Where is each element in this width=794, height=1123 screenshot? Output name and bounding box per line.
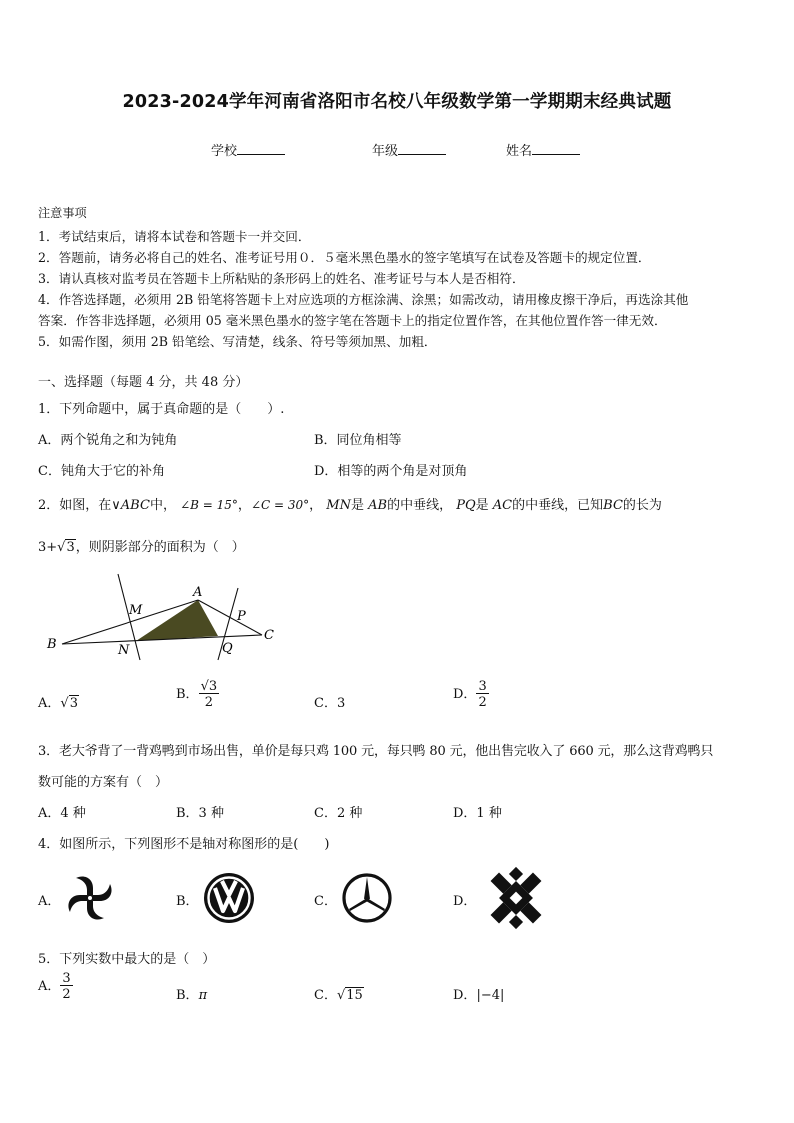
- q4-option-c-label: C．: [314, 894, 337, 909]
- q2-stem-text: 2．如图，在: [38, 498, 112, 513]
- option-label: B．: [176, 988, 199, 1003]
- q2-angle-c: ∠C = 30°: [250, 498, 310, 512]
- notice-item: 5．如需作图，须用 2B 铅笔绘、写清楚，线条、符号等须加黑、加粗．: [38, 334, 437, 349]
- q1-option-b: B．同位角相等: [314, 433, 402, 448]
- q2-a-radicand: 3: [69, 696, 78, 711]
- q3-option-c: C．2 种: [314, 806, 363, 821]
- q5-stem: 5．下列实数中最大的是（ ）: [38, 952, 216, 967]
- notice-item: 3．请认真核对监考员在答题卡上所粘贴的条形码上的姓名、准考证号与本人是否相符．: [38, 271, 525, 286]
- school-label: 学校: [211, 144, 238, 159]
- q2-b-fraction: [199, 680, 220, 709]
- mercedes-logo-icon: [341, 872, 393, 924]
- page-title: 2023-2024学年河南省洛阳市名校八年级数学第一学期期末经典试题: [122, 92, 672, 112]
- q3-stem-line2: 数可能的方案有（ ）: [38, 775, 169, 790]
- q2-pq: PQ: [456, 498, 476, 513]
- denominator: 2: [199, 693, 220, 709]
- option-label: A．: [38, 696, 61, 711]
- q5-c-radicand: 15: [346, 988, 363, 1003]
- label-q: Q: [222, 641, 233, 656]
- vw-logo-icon: [203, 872, 255, 924]
- q2-option-d: [453, 680, 489, 709]
- label-m: M: [129, 603, 143, 618]
- section-heading: 一、选择题（每题 4 分，共 48 分）: [38, 375, 249, 390]
- q2-stem-text: 的中垂线，: [387, 498, 453, 513]
- q5-option-b: [176, 984, 207, 1003]
- school-field: [211, 140, 285, 159]
- q3-option-d: D．1 种: [453, 806, 502, 821]
- q3-option-b: B．3 种: [176, 806, 224, 821]
- name-field: [506, 140, 580, 159]
- numerator: 3: [62, 971, 71, 986]
- q2-option-b: [176, 680, 219, 709]
- q4-option-b-label: B．: [176, 894, 199, 909]
- q1-option-c: C．钝角大于它的补角: [38, 464, 165, 479]
- q1-stem: 1．下列命题中，属于真命题的是（ ）.: [38, 402, 285, 417]
- numerator: 3: [478, 679, 487, 694]
- q5-option-c: [314, 984, 364, 1003]
- q2-ac: AC: [492, 498, 513, 513]
- q2-stem-text: ，则阴影部分的面积为（ ）: [75, 540, 245, 555]
- q2-radicand: 3: [66, 540, 75, 555]
- q5-c-sqrt: √15: [336, 988, 363, 1003]
- shaded-region: [136, 600, 218, 641]
- notice-heading: 注意事项: [38, 206, 87, 220]
- q2-d-fraction: [476, 680, 488, 709]
- label-a: A: [193, 585, 203, 600]
- name-blank: [532, 142, 580, 155]
- denominator: 2: [62, 987, 71, 1002]
- school-blank: [237, 142, 285, 155]
- grade-label: 年级: [372, 144, 399, 159]
- q2-ab: AB: [368, 498, 388, 513]
- label-p: P: [237, 609, 246, 624]
- q2-stem-line1: 2．如图，在∨ABC中， ∠B = 15°，∠C = 30°， MN是 AB的中垂线， PQ是 AC的中垂线，已知BC的长为: [38, 498, 662, 513]
- q4-stem: 4．如图所示，下列图形不是轴对称图形的是( ): [38, 837, 330, 852]
- q5-option-d: [453, 984, 504, 1003]
- q2-stem-text: 3+: [38, 540, 58, 555]
- notice-item: 2．答题前，请务必将自己的姓名、准考证号用０．５毫米黑色墨水的签字笔填写在试卷及答题卡的规定位置．: [38, 250, 651, 265]
- option-label: D．: [453, 687, 477, 702]
- q1-option-a: A．两个锐角之和为钝角: [38, 433, 178, 448]
- q2-stem-text: 中，: [149, 498, 176, 513]
- q5-option-a: [38, 972, 73, 1001]
- q2-stem-text: 的中垂线，已知: [512, 498, 604, 513]
- option-label: C．: [314, 988, 337, 1003]
- name-label: 姓名: [506, 144, 533, 159]
- q5-a-fraction: [60, 972, 72, 1001]
- abs-value: |−4|: [476, 988, 505, 1003]
- q3-option-a: A．4 种: [38, 806, 86, 821]
- q1-option-d: D．相等的两个角是对顶角: [314, 464, 468, 479]
- q2-option-c: C．3: [314, 696, 346, 711]
- label-n: N: [118, 643, 130, 658]
- notice-item: 1．考试结束后，请将本试卷和答题卡一并交回．: [38, 229, 311, 244]
- q2-sqrt: √3: [57, 540, 75, 555]
- denominator: 2: [478, 695, 487, 710]
- q2-triangle-figure: [40, 568, 290, 668]
- option-label: D．: [453, 988, 477, 1003]
- q2-bc: BC: [603, 498, 623, 513]
- q4-option-d-label: D．: [453, 894, 477, 909]
- grade-field: [372, 140, 446, 159]
- notice-item: 答案．作答非选择题，必须用 05 毫米黑色墨水的签字笔在答题卡上的指定位置作答，在其他位置作答一律无效．: [38, 313, 667, 328]
- label-b: B: [47, 637, 57, 652]
- q4-option-a-label: A．: [38, 894, 61, 909]
- q2-mn: MN: [326, 498, 351, 513]
- diamond-cross-icon: [481, 863, 551, 933]
- label-c: C: [264, 628, 274, 643]
- grade-blank: [398, 142, 446, 155]
- q3-stem-line1: 3．老大爷背了一背鸡鸭到市场出售，单价是每只鸡 100 元，每只鸭 80 元，他出售完收入了 660 元，那么这背鸡鸭只: [38, 744, 714, 759]
- q2-stem-text: 的长为: [622, 498, 662, 513]
- q2-triangle: ∨ABC: [111, 498, 150, 513]
- notice-item: 4．作答选择题，必须用 2B 铅笔将答题卡上对应选项的方框涂满、涂黑；如需改动，请用橡皮擦干净后，再选涂其他: [38, 292, 689, 307]
- q2-option-a: [38, 692, 79, 711]
- option-label: A．: [38, 979, 61, 994]
- q2-a-sqrt: √3: [60, 696, 78, 711]
- q2-angle-b: ∠B = 15°: [180, 498, 238, 512]
- pinwheel-icon: [64, 872, 116, 924]
- pi-symbol: π: [198, 988, 208, 1003]
- q2-stem-text: 是: [475, 498, 489, 513]
- q2-stem-text: 是: [350, 498, 364, 513]
- option-label: B．: [176, 687, 199, 702]
- q2-stem-line2: [38, 536, 245, 555]
- numerator: √3: [200, 679, 218, 694]
